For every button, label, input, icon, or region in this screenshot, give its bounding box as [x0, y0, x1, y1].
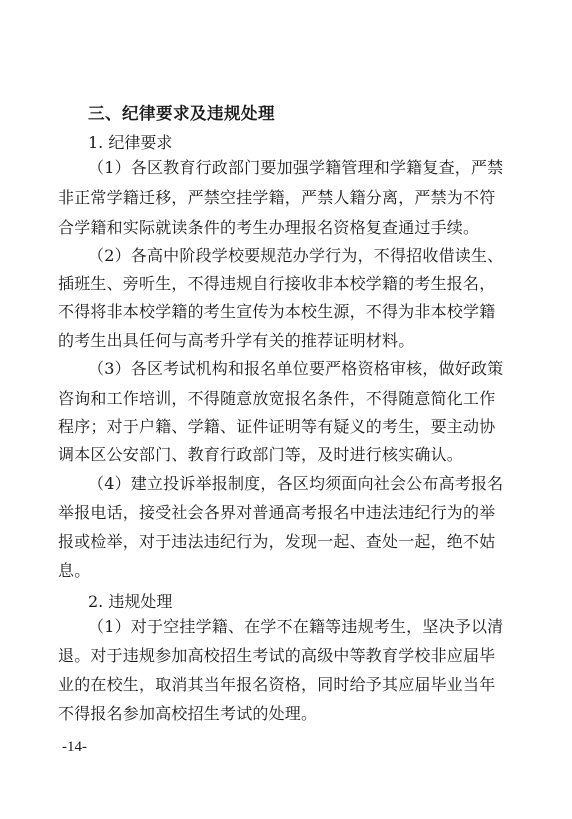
- paragraph-line: 报或检举，对于违法违纪行为，发现一起、查处一起，绝不姑: [58, 532, 496, 551]
- paragraph-line: 息。: [58, 561, 91, 580]
- paragraph-line: 的考生出具任何与高考升学有关的推荐证明材料。: [58, 331, 415, 350]
- paragraph-line: 退。对于违规参加高校招生考试的高级中等教育学校非应届毕: [58, 646, 496, 665]
- paragraph-line: 插班生、旁听生，不得违规自行接收非本校学籍的考生报名，: [58, 274, 496, 293]
- paragraph-line: 举报电话，接受社会各界对普通高考报名中违法违纪行为的举: [58, 503, 496, 522]
- paragraph-line: （1）对于空挂学籍、在学不在籍等违规考生，坚决予以清: [88, 617, 504, 636]
- paragraph-line: 不得报名参加高校招生考试的处理。: [58, 704, 318, 723]
- paragraph-line: 非正常学籍迁移，严禁空挂学籍，严禁人籍分离，严禁为不符: [58, 188, 496, 207]
- paragraph-line: （2）各高中阶段学校要规范办学行为，不得招收借读生、: [88, 246, 504, 265]
- paragraph-line: （3）各区考试机构和报名单位要严格资格审核，做好政策: [88, 359, 504, 378]
- subsection-heading-violations: 2. 违规处理: [88, 592, 173, 611]
- paragraph-line: 业的在校生，取消其当年报名资格，同时给予其应届毕业当年: [58, 675, 496, 694]
- paragraph-line: （1）各区教育行政部门要加强学籍管理和学籍复查，严禁: [88, 158, 504, 177]
- paragraph-line: 程序；对于户籍、学籍、证件证明等有疑义的考生，要主动协: [58, 417, 496, 436]
- paragraph-line: 合学籍和实际就读条件的考生办理报名资格复查通过手续。: [58, 218, 480, 237]
- paragraph-line: 咨询和工作培训，不得随意放宽报名条件，不得随意简化工作: [58, 389, 496, 408]
- subsection-heading-discipline: 1. 纪律要求: [88, 133, 173, 152]
- section-heading: 三、纪律要求及违规处理: [88, 104, 275, 123]
- paragraph-line: （4）建立投诉举报制度，各区均须面向社会公布高考报名: [88, 474, 504, 493]
- page-number: -14-: [62, 739, 87, 755]
- paragraph-line: 调本区公安部门、教育行政部门等，及时进行核实确认。: [58, 445, 464, 464]
- paragraph-line: 不得将非本校学籍的考生宣传为本校生源，不得为非本校学籍: [58, 302, 496, 321]
